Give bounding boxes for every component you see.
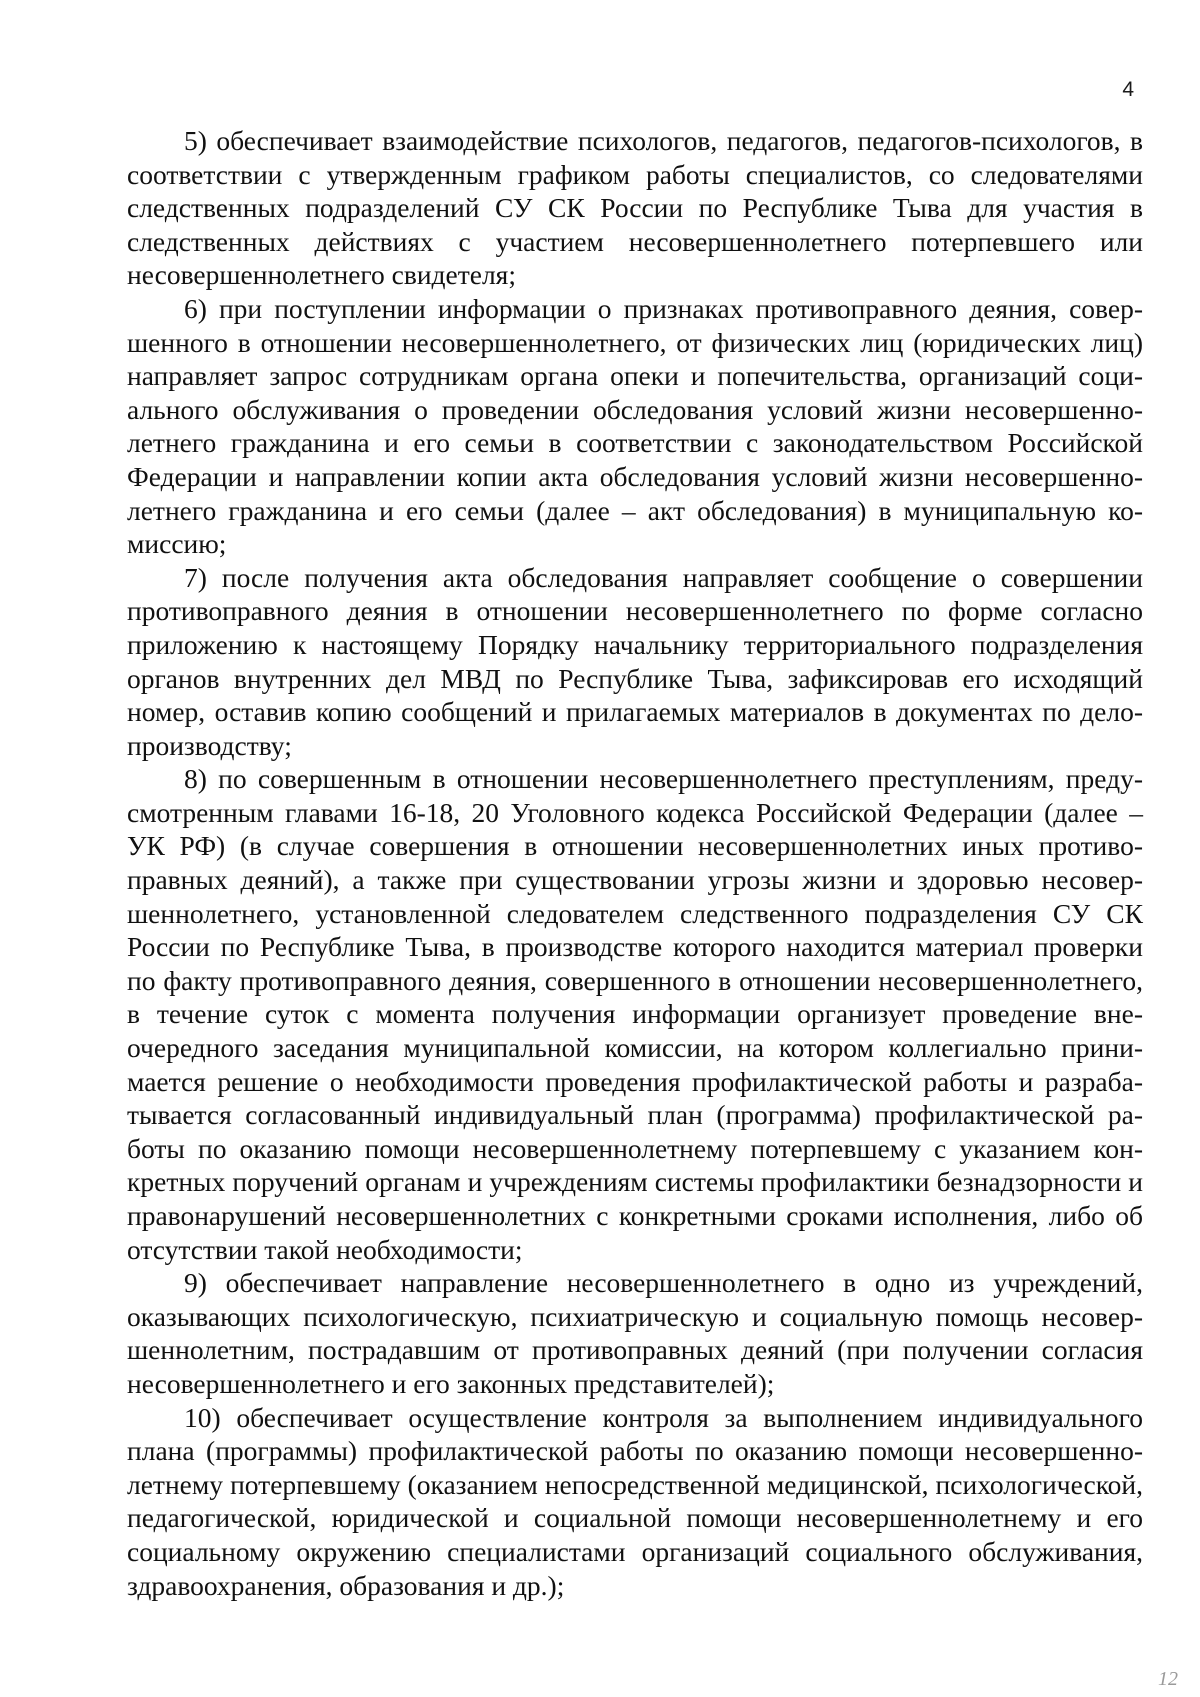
paragraph-item-6: 6) при поступлении информации о признаках противоправного деяния, совершенного в отношении несовершеннолетнего, от физических лиц (юридических лиц) направляет запрос сотрудникам органа опеки и попечительства, организаций социального обслуживания о проведении обследования условий жизни несовершеннолетнего гражданина и его семьи в соответствии с законодательством Российской Федерации и направлении копии акта обследования условий жизни несовершеннолетнего гражданина и его семьи (далее – акт обследования) в муниципальную комиссию; bbox=[127, 292, 1143, 560]
paragraph-item-5: 5) обеспечивает взаимодействие психологов, педагогов, педагогов-психологов, в соответствии с утвержденным графиком работы специалистов, со следователями следственных подразделений СУ СК России по Республике Тыва для участия в следственных действиях с участием несовершеннолетнего потерпевшего или несовершеннолетнего свидетеля; bbox=[127, 125, 1143, 291]
document-body bbox=[127, 124, 1143, 1602]
paragraph-item-9: 9) обеспечивает направление несовершеннолетнего в одно из учреждений, оказывающих психологическую, психиатрическую и социальную помощь несовершеннолетним, пострадавшим от противоправных деяний (при получении согласия несовершеннолетнего и его законных представителей); bbox=[127, 1267, 1143, 1399]
page-number: 4 bbox=[1122, 78, 1134, 101]
paragraph-item-10: 10) обеспечивает осуществление контроля за выполнением индивидуального плана (программы) профилактической работы по оказанию помощи несовершеннолетнему потерпевшему (оказанием непосредственной медицинской, психологической, педагогической, юридической и социальной помощи несовершеннолетнему и его социальному окружению специалистами организаций социального обслуживания, здравоохранения, образования и др.); bbox=[127, 1401, 1143, 1601]
paragraph-item-8: 8) по совершенным в отношении несовершеннолетнего преступлениям, предусмотренным главами 16-18, 20 Уголовного кодекса Российской Федерации (далее – УК РФ) (в случае совершения в отношении несовершеннолетних иных противоправных деяний), а также при существовании угрозы жизни и здоровью несовершеннолетнего, установленной следователем следственного подразделения СУ СК России по Республике Тыва, в производстве которого находится материал проверки по факту противоправного деяния, совершенного в отношении несовершеннолетнего, в течение суток с момента получения информации организует проведение внеочередного заседания муниципальной комиссии, на котором коллегиально принимается решение о необходимости проведения профилактической работы и разрабатывается согласованный индивидуальный план (программа) профилактической работы по оказанию помощи несовершеннолетнему потерпевшему с указанием конкретных поручений органам и учреждениям системы профилактики безнадзорности и правонарушений несовершеннолетних с конкретными сроками исполнения, либо об отсутствии такой необходимости; bbox=[127, 763, 1143, 1265]
paragraph-item-7: 7) после получения акта обследования направляет сообщение о совершении противоправного деяния в отношении несовершеннолетнего по форме согласно приложению к настоящему Порядку начальнику территориального подразделения органов внутренних дел МВД по Республике Тыва, зафиксировав его исходящий номер, оставив копию сообщений и прилагаемых материалов в документах по делопроизводству; bbox=[127, 561, 1143, 761]
corner-handwritten-mark: 12 bbox=[1158, 1668, 1178, 1690]
